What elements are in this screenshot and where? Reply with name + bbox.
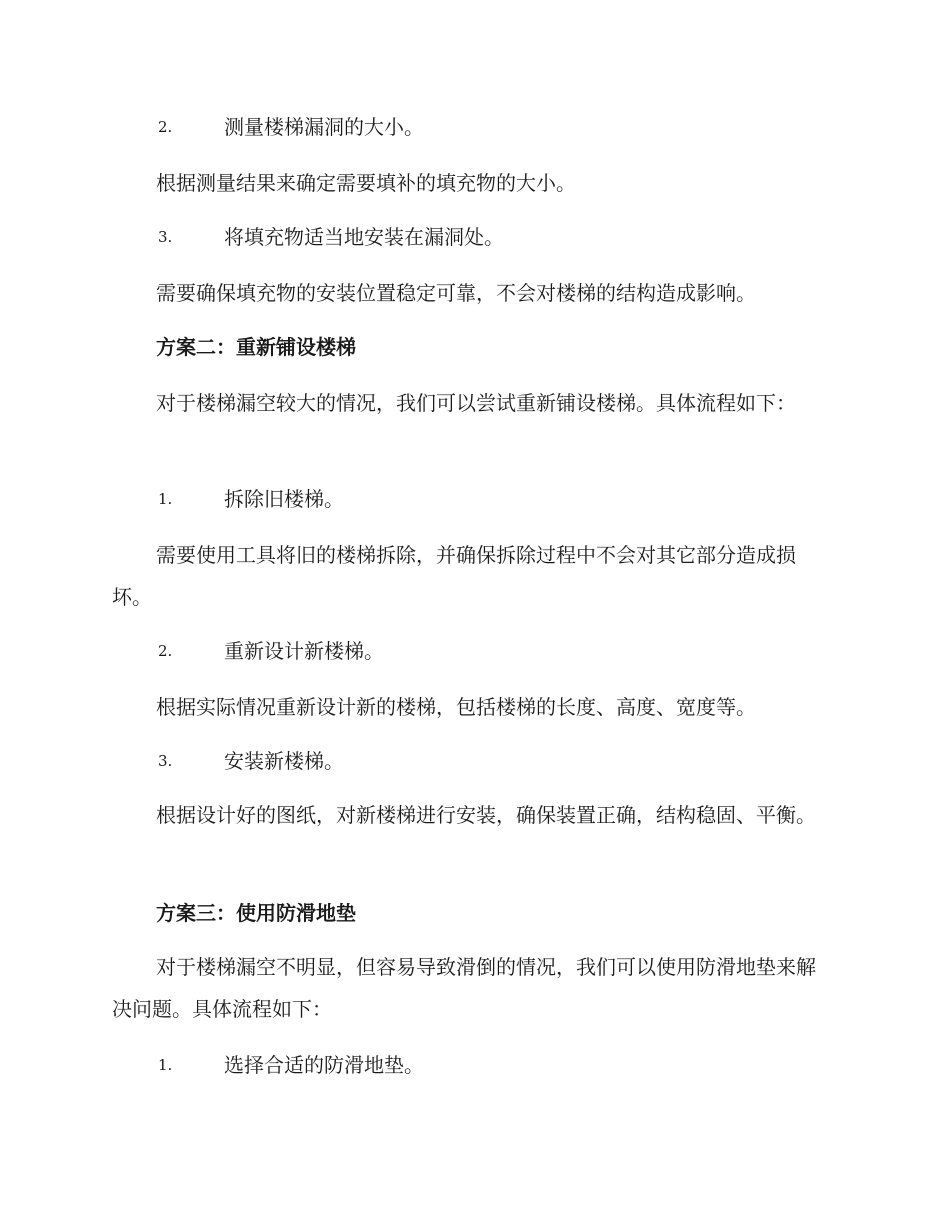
list-text: 测量楼梯漏洞的大小。 bbox=[224, 115, 424, 139]
list-number: 3. bbox=[158, 228, 173, 246]
paragraph: 需要使用工具将旧的楼梯拆除，并确保拆除过程中不会对其它部分造成损坏。 bbox=[112, 543, 796, 609]
list-text: 拆除旧楼梯。 bbox=[224, 487, 344, 511]
list-text: 重新设计新楼梯。 bbox=[224, 639, 384, 663]
paragraph: 根据测量结果来确定需要填补的填充物的大小。 bbox=[156, 171, 576, 195]
paragraph: 需要确保填充物的安装位置稳定可靠，不会对楼梯的结构造成影响。 bbox=[156, 281, 756, 305]
list-number: 2. bbox=[158, 118, 173, 136]
paragraph: 根据设计好的图纸，对新楼梯进行安装，确保装置正确，结构稳固、平衡。 bbox=[156, 803, 816, 827]
paragraph: 对于楼梯漏空不明显，但容易导致滑倒的情况，我们可以使用防滑地垫来解决问题。具体流程如下： bbox=[112, 955, 816, 1021]
paragraph: 对于楼梯漏空较大的情况，我们可以尝试重新铺设楼梯。具体流程如下： bbox=[156, 391, 796, 415]
list-number: 1. bbox=[158, 490, 173, 508]
list-text: 将填充物适当地安装在漏洞处。 bbox=[224, 225, 504, 249]
list-number: 1. bbox=[158, 1056, 173, 1074]
list-number: 3. bbox=[158, 752, 173, 770]
list-text: 安装新楼梯。 bbox=[224, 749, 344, 773]
list-text: 选择合适的防滑地垫。 bbox=[224, 1053, 424, 1077]
list-number: 2. bbox=[158, 642, 173, 660]
section-heading: 方案二：重新铺设楼梯 bbox=[156, 335, 356, 359]
section-heading: 方案三：使用防滑地垫 bbox=[156, 901, 356, 925]
paragraph: 根据实际情况重新设计新的楼梯，包括楼梯的长度、高度、宽度等。 bbox=[156, 695, 756, 719]
